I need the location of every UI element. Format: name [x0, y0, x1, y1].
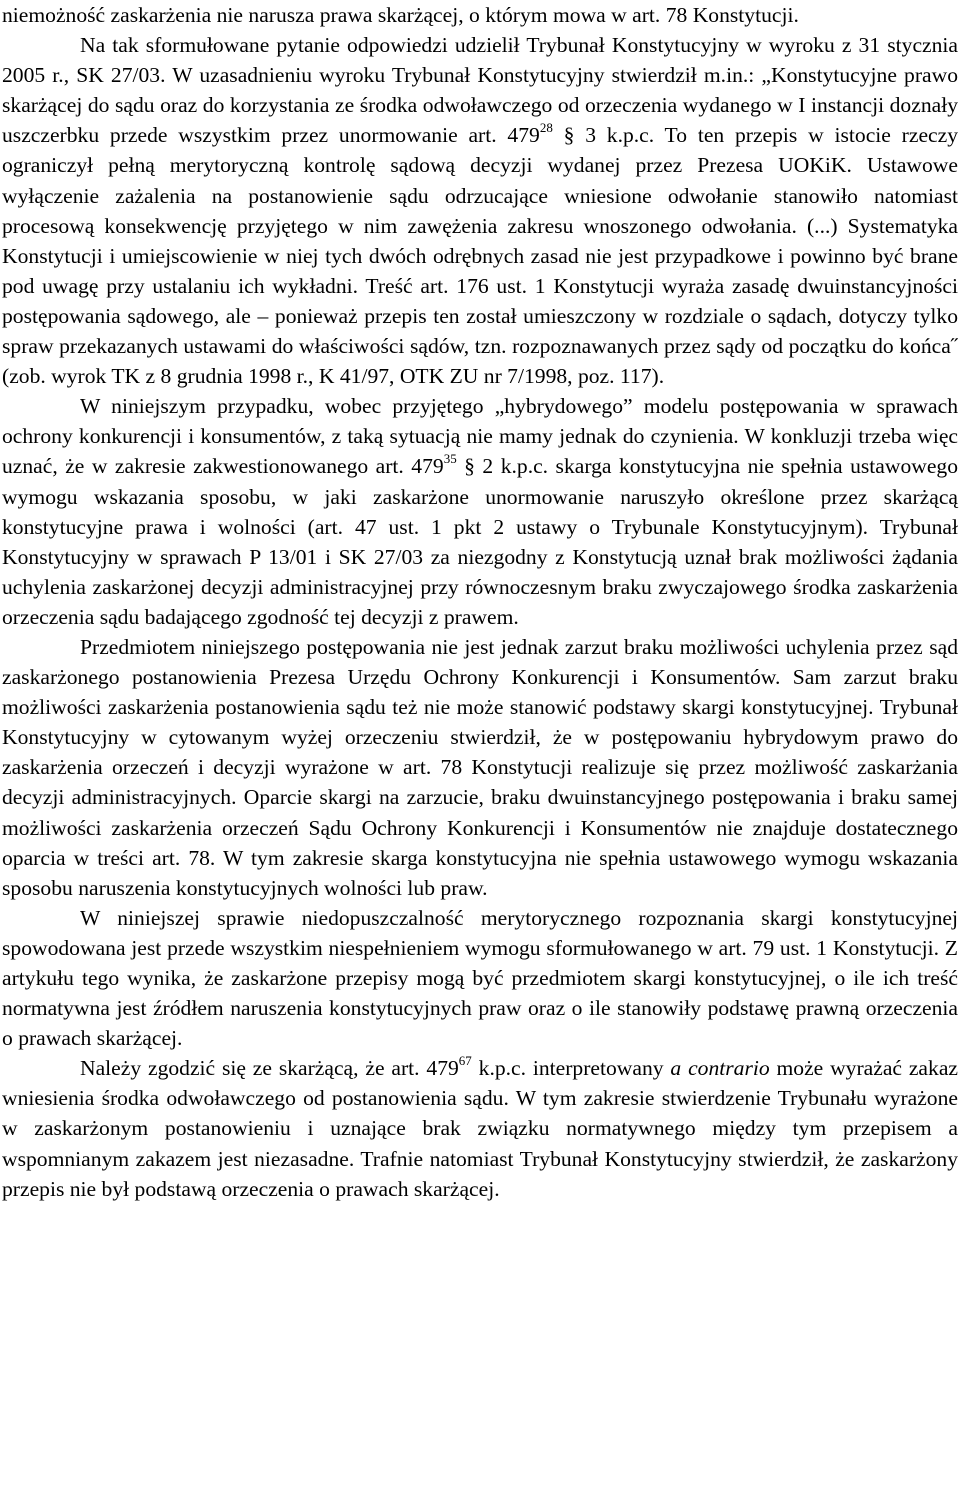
article-superscript: 35 [443, 451, 457, 467]
text-segment: W niniejszej sprawie niedopuszczalność merytorycznego rozpoznania skargi konstytucyjnej spowodowana jest przede wszystkim niespełnieniem wymogu sformułowanego w art. 79 ust. 1 Konstytucji. Z artykułu tego wynika, że zaskarżone przepisy mogą być przedmiotem skargi konstytucyjnej, o ile ich treść normatywna jest źródłem naruszenia konstytucyjnych praw oraz o ile stanowiły podstawę prawną orzeczenia o prawach skarżącej. [2, 905, 958, 1051]
text-segment: Należy zgodzić się ze skarżącą, że art. 479 [80, 1056, 459, 1081]
italic-phrase: a contrario [670, 1056, 770, 1081]
text-segment: niemożność zaskarżenia nie narusza prawa skarżącej, o którym mowa w art. 78 Konstytucji. [2, 3, 799, 27]
paragraph-1 [2, 0, 958, 30]
paragraph-5 [2, 903, 958, 1053]
text-segment: może wyrażać zakaz wniesienia środka odwoławczego od postanowienia sądu. W tym zakresie stwierdzenie Trybunału wyrażone w zaskarżonym postanowieniu i uznające brak związku normatywnego między tym przepisem a wspomnianym zakazem jest niezasadne. Trafnie natomiast Trybunał Konstytucyjny stwierdził, że zaskarżony przepis nie był podstawą orzeczenia o prawach skarżącej. [2, 1056, 958, 1201]
article-superscript: 28 [539, 120, 553, 136]
paragraph-3 [2, 391, 958, 632]
text-segment: W niniejszym przypadku, wobec przyjętego „hybrydowego” modelu postępowania w sprawach ochrony konkurencji i konsumentów, z taką sytuacją nie mamy jednak do czynienia. W konkluzji trzeba więc uznać, że w zakresie zakwestionowanego art. 479 [2, 394, 958, 479]
text-segment: Na tak sformułowane pytanie odpowiedzi udzielił Trybunał Konstytucyjny w wyroku z 31 stycznia 2005 r., SK 27/03. W uzasadnieniu wyroku Trybunał Konstytucyjny stwierdził m.in.: „Konstytucyjne prawo skarżącej do sądu oraz do korzystania ze środka odwoławczego od orzeczenia wydanego w I instancji doznały uszczerbku przede wszystkim przez unormowanie art. 479 [2, 33, 958, 148]
article-superscript: 67 [458, 1053, 472, 1069]
text-segment: Przedmiotem niniejszego postępowania nie jest jednak zarzut braku możliwości uchylenia przez sąd zaskarżonego postanowienia Prezesa Urzędu Ochrony Konkurencji i Konsumentów. Sam zarzut braku możliwości zaskarżenia postanowienia sądu też nie może stanowić podstawy skargi konstytucyjnej. Trybunał Konstytucyjny w cytowanym wyżej orzeczeniu stwierdził, że w postępowaniu hybrydowym prawo do zaskarżenia orzeczeń i decyzji wyrażone w art. 78 Konstytucji realizuje się przez możliwość zaskarżania decyzji administracyjnych. Oparcie skargi na zarzucie, braku dwuinstancyjnego postępowania i braku samej możliwości zaskarżenia orzeczeń Sądu Ochrony Konkurencji i Konsumentów nie znajduje dostatecznego oparcia w treści art. 78. W tym zakresie skarga konstytucyjna nie spełnia ustawowego wymogu wskazania sposobu naruszenia konstytucyjnych wolności lub praw. [2, 634, 958, 900]
text-segment: § 2 k.p.c. skarga konstytucyjna nie spełnia ustawowego wymogu wskazania sposobu, w jaki zaskarżone unormowanie naruszyło określone przez skarżącą konstytucyjne prawa i wolności (art. 47 ust. 1 pkt 2 ustawy o Trybunale Konstytucyjnym). Trybunał Konstytucyjny w sprawach P 13/01 i SK 27/03 za niezgodny z Konstytucją uznał brak możliwości żądania uchylenia zaskarżonej decyzji administracyjnej przy równoczesnym braku zwyczajowego środka zaskarżenia orzeczenia sądu badającego zgodność tej decyzji z prawem. [2, 454, 959, 629]
text-segment: § 3 k.p.c. To ten przepis w istocie rzeczy ograniczył pełną merytoryczną kontrolę sądową decyzji wydanej przez Prezesa UOKiK. Ustawowe wyłączenie zażalenia na postanowienie sądu odrzucające wniesione odwołanie stanowiło natomiast procesową konsekwencję przyjętego w nim zawężenia zakresu wnoszonego odwołania. (...) Systematyka Konstytucji i umiejscowienie w niej tych dwóch odrębnych zasad nie jest przypadkowe i powinno być brane pod uwagę przy ustalaniu ich wykładni. Treść art. 176 ust. 1 Konstytucji wyraża zasadę dwuinstancyjności postępowania sądowego, ale – ponieważ przepis ten został umieszczony w rozdziale o sądach, dotyczy tylko spraw przekazanych ustawami do właściwości sądów, tzn. rozpoznawanych przez sądy od początku do końca˝ (zob. wyrok TK z 8 grudnia 1998 r., K 41/97, OTK ZU nr 7/1998, poz. 117). [2, 123, 958, 389]
paragraph-6 [2, 1053, 958, 1203]
paragraph-4 [2, 632, 958, 903]
paragraph-2 [2, 30, 958, 391]
text-segment: k.p.c. interpretowany [471, 1056, 671, 1081]
